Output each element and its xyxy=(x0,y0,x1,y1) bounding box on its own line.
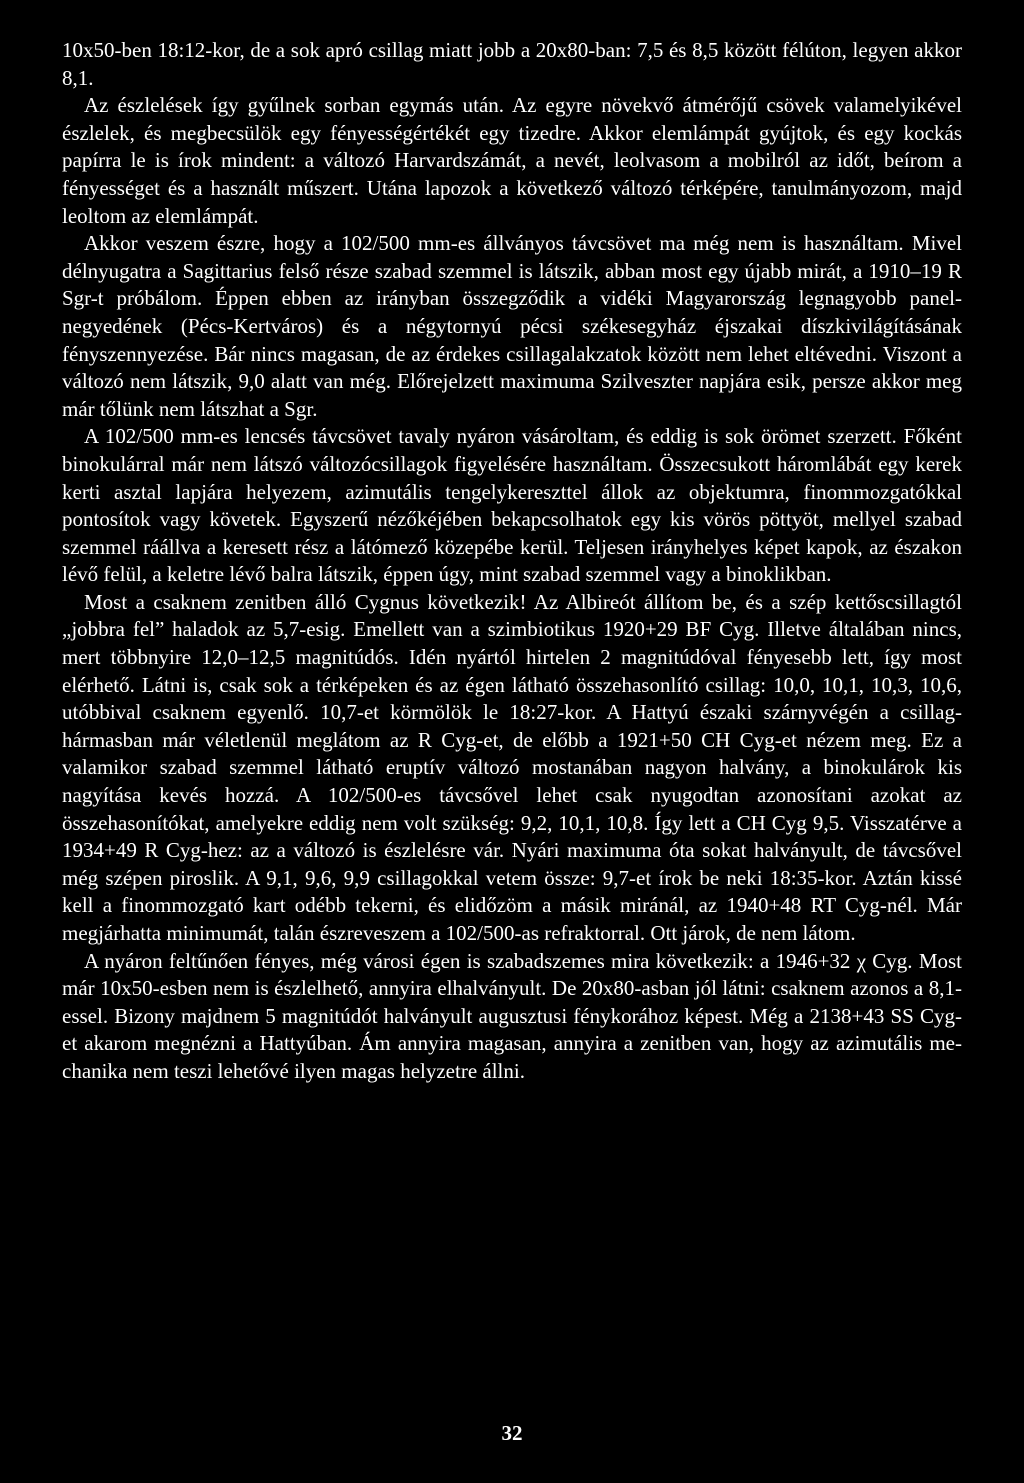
paragraph-6: A nyáron feltűnően fényes, még városi égen is szabadszemes mira következik: a 1946+32 χ Cyg. Most már 10x50-esben nem is észlelhető, annyira elhalványult. De 20x80-asban jól látni: csaknem azonos a 8,1-essel. Bizony majdnem 5 magnitúdót halványult augusztusi fénykorához képest. Még a 2138+43 SS Cyg-et akarom megnézni a Hattyúban. Ám annyira magasan, annyira a zenitben van, hogy az azimutális mechanika nem teszi lehetővé ilyen magas helyzetre állni. xyxy=(62,948,962,1083)
paragraph-2: Az észlelések így gyűlnek sorban egymás után. Az egyre növekvő átmérőjű csövek valamelyikével észlelek, és megbecsülök egy fényességértékét egy tizedre. Akkor elemlámpát gyújtok, és egy kockás papírra le is írok mindent: a változó Harvardszámát, a nevét, leolvasom a mobilról az időt, beírom a fényességet és a használt műszert. Utána lapozok a következő változó térképére, tanulmányozom, majd leoltom az elemlámpát. xyxy=(62,93,962,228)
paragraph-4: A 102/500 mm-es lencsés távcsövet tavaly nyáron vásároltam, és eddig is sok örömet szerzett. Főként binokulárral már nem látszó változócsillagok figyelésére használtam. Összecsukott háromlábát egy kerek kerti asztal lapjára helyezem, azimutális tengelykereszttel állok az objektumra, finommozgatókkal pontosítok vagy követek. Egyszerű nézőkéjében bekapcsolhatok egy kis vörös pöttyöt, mellyel szabad szemmel ráállva a keresett rész a látómező közepébe kerül. Teljesen irányhelyes képet kapok, az északon lévő felül, a keletre lévő balra látszik, éppen úgy, mint szabad szemmel vagy a binoklikban. xyxy=(62,424,962,587)
page-number: 32 xyxy=(501,1421,523,1445)
paragraph-1: 10x50-ben 18:12-kor, de a sok apró csillag miatt jobb a 20x80-ban: 7,5 és 8,5 között félúton, legyen akkor 8,1. xyxy=(62,38,962,90)
page-body xyxy=(62,37,962,1086)
paragraph-5: Most a csaknem zenitben álló Cygnus következik! Az Albireót állítom be, és a szép kettőscsillagtól „jobbra fel” haladok az 5,7-esig. Emellett van a szimbiotikus 1920+29 BF Cyg. Illetve általában nincs, mert többnyire 12,0–12,5 magnitúdós. Idén nyártól hirtelen 2 magnitúdóval fényesebb lett, így most elérhető. Látni is, csak sok a térképeken és az égen látható összehasonlító csillag: 10,0, 10,1, 10,3, 10,6, utóbbival csaknem egyenlő. 10,7-et körmölök le 18:27-kor. A Hattyú északi szárnyvégén a csillaghármasban már véletlenül meglátom az R Cyg-et, de előbb a 1921+50 CH Cyg-et nézem meg. Ez a valamikor szabad szemmel látható eruptív változó mostanában nagyon halvány, a binokulárok kis nagyítása kevés hozzá. A 102/500-es távcsővel lehet csak nyugodtan azonosítani azokat az összehasonítókat, amelyekre eddig nem volt szükség: 9,2, 10,1, 10,8. Így lett a CH Cyg 9,5. Visszatérve a 1934+49 R Cyg-hez: az a változó is észlelésre vár. Nyári maximuma óta sokat halványult, de távcsővel még szépen piroslik. A 9,1, 9,6, 9,9 csillagokkal vetem össze: 9,7-et írok be neki 18:35-kor. Aztán kissé kell a finommozgató kart odébb tekerni, és elidőzöm a másik miránál, az 1940+48 RT Cyg-nél. Már megjárhatta minimumát, talán észreveszem a 102/500-as refraktorral. Ott járok, de nem látom. xyxy=(62,589,962,945)
paragraph-3: Akkor veszem észre, hogy a 102/500 mm-es állványos távcsövet ma még nem is használtam. Mivel délnyugatra a Sagittarius felső része szabad szemmel is látszik, abban most egy újabb mirát, a 1910–19 R Sgr-t próbálom. Éppen ebben az irányban összegződik a vidéki Magyarország legnagyobb panel-negyedének (Pécs-Kertváros) és a négytornyú pécsi székesegyház éjszakai díszkivilágításának fényszennyezése. Bár nincs magasan, de az érdekes csillagalakzatok között nem lehet eltévedni. Viszont a változó nem látszik, 9,0 alatt van még. Előrejelzett maximuma Szilveszter napjára esik, persze akkor meg már tőlünk nem látszhat a Sgr. xyxy=(62,231,962,421)
